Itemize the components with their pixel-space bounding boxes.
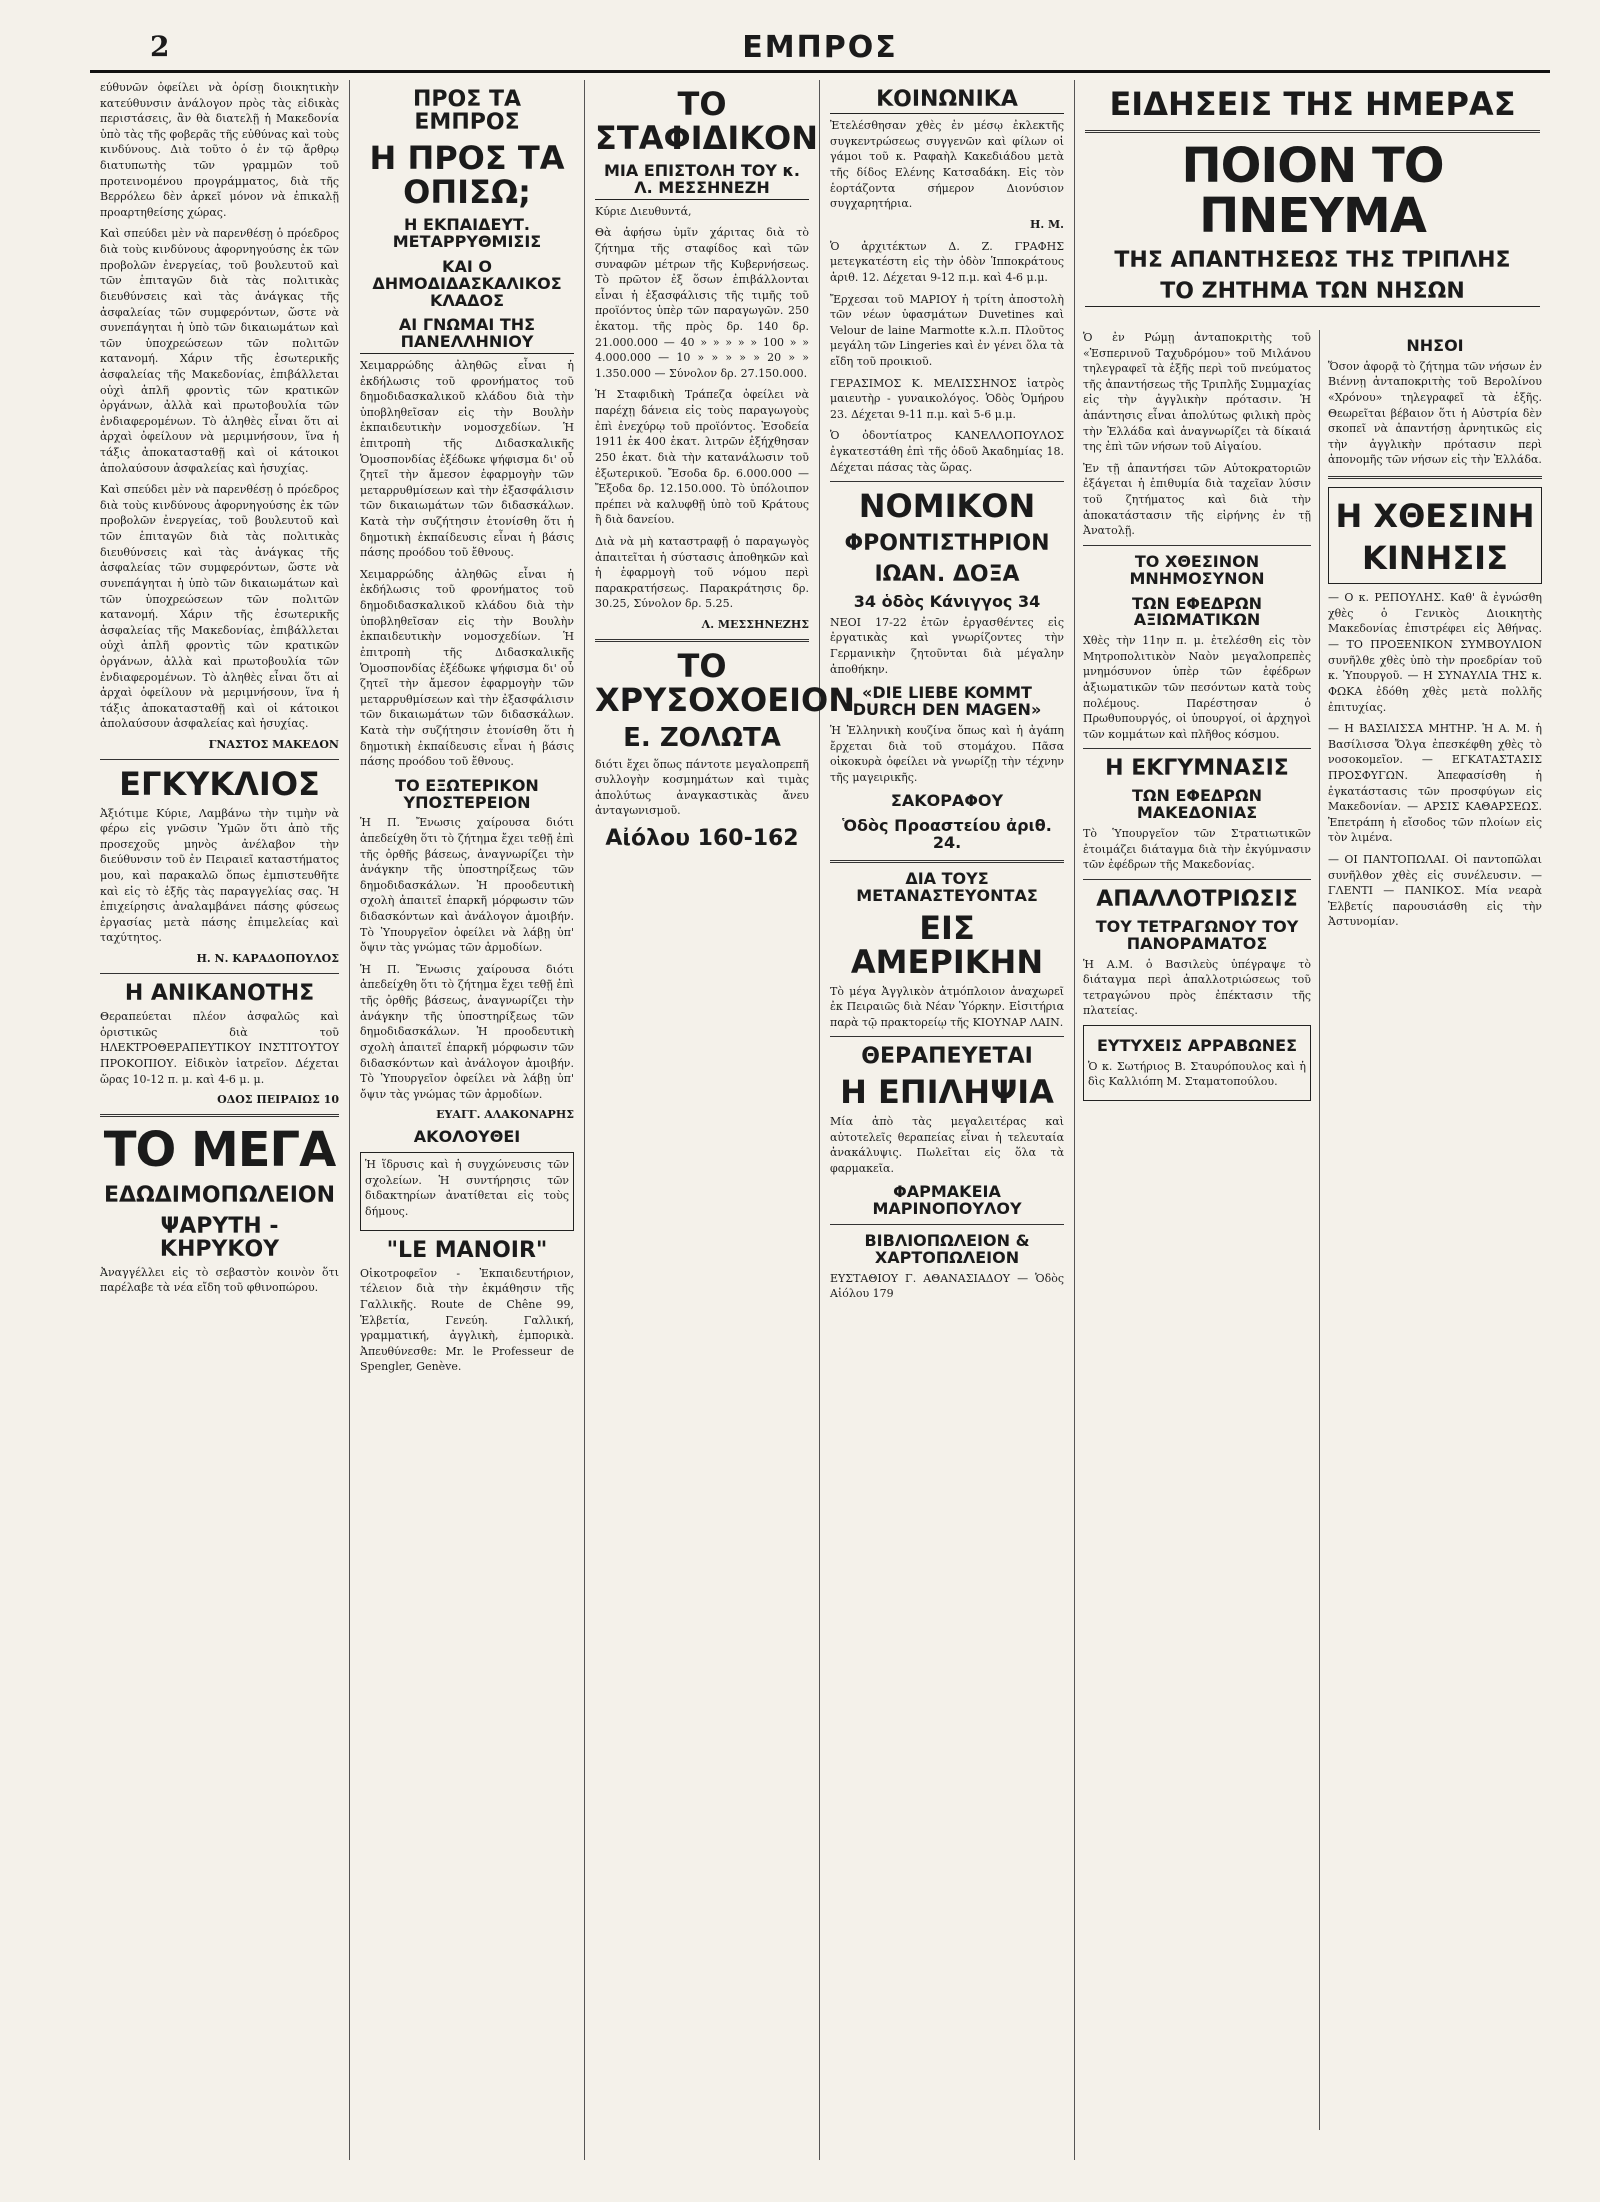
article-body-2: Καὶ σπεύδει μὲν νὰ παρενθέσῃ ὁ πρόεδρος διὰ τοὺς κινδύνους ἀφορνηγούσης ἐκ τῶν προβολῶν ἐνεργείας, τοῦ βουλευτοῦ καὶ τῶν ἑπιταγῶν διὰ τὰς πολιτικὰς διευθύνσεις καὶ τὰς ἀνάγκας τῆς ἀσφαλείας τῶν συμφερόντων, ὥστε νὰ συνεπάγηται ἡ ὑπὸ τῶν δικαιωμάτων καὶ τῶν ὑποχρεώσεων τῶν πολιτῶν κατανομή. Χάριν τῆς ἐσωτερικῆς ἀσφαλείας τῆς Μακεδονίας, ἐπιβάλλεται οὐχὶ ἁπλῆ φροντὶς τῶν κρατικῶν ὀργάνων, ἀλλὰ καὶ πρωτοβουλία τῶν ἐνδιαφερομένων. Τὸ ἀληθὲς εἶναι ὅτι αἱ ἀρχαὶ ὀφείλουν νὰ μεριμνήσουν, ἵνα ἡ τάξις ἀποκατασταθῇ καὶ οἱ κάτοικοι ἀπολαύσουν ἀσφαλείας καὶ ἡσυχίας. <box>100 483 339 731</box>
article-title-1: ΤΟ ΣΤΑΦΙΔΙΚΟΝ <box>595 85 819 157</box>
gymnasis-text: Τὸ Ὑπουργεῖον τῶν Στρατιωτικῶν ἐτοιμάζει διάταγμα διὰ τὴν ἐκγύμνασιν τῶν ἐφέδρων τῆς Μακεδονίας. <box>1083 827 1311 872</box>
mnimosyno-text: Χθὲς τὴν 11ην π. μ. ἐτελέσθη εἰς τὸν Μητροπολιτικὸν Ναὸν μεγαλοπρεπὲς μνημόσυνον ὑπὲρ τῶν ἐφέδρων ἀξιωματικῶν τῶν πεσόντων κατὰ τοὺς πολέμους. Παρέστησαν ὁ Πρωθυπουργός, οἱ ὑπουργοί, οἱ ἀρχηγοὶ τῶν κομμάτων καὶ πλῆθος κόσμου. <box>1083 634 1311 741</box>
news-header: ΕΙΔΗΣΕΙΣ ΤΗΣ ΗΜΕΡΑΣ <box>1109 85 1516 123</box>
engagement-box <box>1083 1025 1311 1101</box>
ad-title-1: ΤΟ ΜΕΓΑ <box>103 1122 336 1179</box>
ad-title: ΤΟ ΧΡΥΣΟΧΟΕΙΟΝ <box>595 647 855 719</box>
engagement-title: ΕΥΤΥΧΕΙΣ ΑΡΡΑΒΩΝΕΣ <box>1097 1036 1297 1056</box>
nomikon-address: 34 ὁδὸς Κάνιγγος 34 <box>853 592 1041 612</box>
pharmacy-title: ΦΑΡΜΑΚΕΙΑ ΜΑΡΙΝΟΠΟΥΛΟΥ <box>872 1182 1022 1219</box>
notice-text: Ἡ ἵδρυσις καὶ ἡ συγχώνευσις τῶν σχολείων. Ἡ συντήρησις τῶν διδακτηρίων ἀνατίθεται εἰς τοὺς δήμους. <box>365 1158 569 1218</box>
ad-title-2: ΕΔΩΔΙΜΟΠΩΛΕΙΟΝ <box>103 1182 336 1208</box>
epilepsy-text: Μία ἀπὸ τὰς μεγαλειτέρας καὶ αὐτοτελεῖς θεραπείας εἶναι ἡ τελευταία ἀνακάλυψις. Πωλεῖται εἰς ὅλα τὰ φαρμακεῖα. <box>830 1115 1064 1175</box>
divider <box>100 1114 339 1117</box>
nisoi-text: Ὅσον ἀφορᾷ τὸ ζήτημα τῶν νήσων ἐν Βιέννῃ ἀνταποκριτὴς τοῦ Βερολίνου «Χρόνου» τηλεγραφεῖ τὰ ἑξῆς. Θεωρεῖται βέβαιον ὅτι ἡ Αὐστρία δὲν σκοπεῖ νὰ ἀπαντήσῃ ἀρνητικῶς εἰς τὴν ἀγγλικὴν πρότασιν περὶ ἀπονομῆς τῶν νήσων εἰς τὴν Ἑλλάδα. <box>1328 359 1542 467</box>
notice-dentist: Ὁ ὀδοντίατρος ΚΑΝΕΛΛΟΠΟΥΛΟΣ ἐγκατεστάθη ἐπὶ τῆς ὁδοῦ Ἀκαδημίας 18. Δέχεται πάσας τὰς ὥρας. <box>830 429 1064 474</box>
kinisis-title-1: Η ΧΘΕΣΙΝΗ <box>1335 497 1535 536</box>
masthead <box>90 30 1550 73</box>
divider <box>1083 879 1311 880</box>
anikanotis-title: Η ΑΝΙΚΑΝΟΤΗΣ <box>124 981 315 1007</box>
news-right-column <box>1320 330 1550 2130</box>
subsection-title: ΤΟ ΕΞΩΤΕΡΙΚΟΝ ΥΠΟΣΤΕΡΕΙΟΝ <box>395 775 539 812</box>
apallotriosis-text: Ἡ Α.Μ. ὁ Βασιλεὺς ὑπέγραψε τὸ διάταγμα περὶ ἀπαλλοτριώσεως τοῦ τετραγώνου πρὸς ἐπέκτασιν τῆς πλατείας. <box>1083 957 1311 1018</box>
article-title-3: Η ΕΚΠΑΙΔΕΥΤ. ΜΕΤΑΡΡΥΘΜΙΣΙΣ <box>392 215 542 252</box>
article-title-2: Η ΠΡΟΣ ΤΑ ΟΠΙΣΩ; <box>369 139 565 211</box>
anikanotis-address: ΟΔΟΣ ΠΕΙΡΑΙΩΣ 10 <box>217 1093 339 1107</box>
divider <box>830 1224 1064 1225</box>
subsection-text-2: Ἡ Π. Ἔνωσις χαίρουσα διότι ἀπεδείχθη ὅτι τὸ ζήτημα ἔχει τεθῇ ἐπὶ τῆς ὀρθῆς βάσεως, ἀναγνωρίζει τὴν ἀνάγκην τῆς ὑποστηρίξεως τῶν δημοδιδασκάλων. Ἡ προοδευτικὴ σχολὴ ἀπαιτεῖ ἐπαρκῆ μόρφωσιν τῶν διδασκόντων καὶ ἀνάλογον ἀμοιβήν. Τὸ Ὑπουργεῖον ὀφείλει νὰ λάβῃ ὑπ' ὄψιν τὰς γνώμας τῶν ἀρμοδίων. <box>360 962 574 1101</box>
gymnasis-title-2: ΤΩΝ ΕΦΕΔΡΩΝ ΜΑΚΕΔΟΝΙΑΣ <box>1131 786 1263 823</box>
german-heading: «DIE LIEBE KOMMT DURCH DEN MAGEN» <box>852 683 1042 720</box>
sakorafou-name: ΣΑΚΟΡΑΦΟΥ <box>890 791 1004 811</box>
divider <box>1083 545 1311 546</box>
kinisis-box <box>1328 487 1542 584</box>
engagement-text: Ὁ κ. Σωτήριος Β. Σταυρόπουλος καὶ ἡ δὶς Καλλιόπη Μ. Σταματοπούλου. <box>1088 1059 1306 1089</box>
enkyklios-signature: Η. Ν. ΚΑΡΑΔΟΠΟΥΛΟΣ <box>196 952 339 966</box>
article-title-1: ΠΡΟΣ ΤΑ ΕΜΠΡΟΣ <box>413 87 521 136</box>
anikanotis-text: Θεραπεύεται πλέον ἀσφαλῶς καὶ ὁριστικῶς διὰ τοῦ ΗΛΕΚΤΡΟΘΕΡΑΠΕΥΤΙΚΟΥ ΙΝΣΤΙΤΟΥΤΟΥ ΠΡΟΚΟΠΙΟΥ. Εἰδικὸν ἰατρεῖον. Δέχεται ὥρας 10-12 π. μ. καὶ 4-6 μ. μ. <box>100 1010 339 1086</box>
america-text: Τὸ μέγα Ἀγγλικὸν ἀτμόπλοιον ἀναχωρεῖ ἐκ Πειραιῶς διὰ Νέαν Ὑόρκην. Εἰσιτήρια παρὰ τῷ πρακτορείῳ τῆς ΚΙΟΥΝΑΡ ΛΑΙΝ. <box>830 984 1064 1029</box>
america-title-2: ΕΙΣ ΑΜΕΡΙΚΗΝ <box>850 909 1044 981</box>
lead-title-3: ΤΟ ΖΗΤΗΜΑ ΤΩΝ ΝΗΣΩΝ <box>1085 280 1540 306</box>
divider <box>100 973 339 974</box>
column-3 <box>585 80 855 2160</box>
divider <box>1083 748 1311 749</box>
bookshop-text: ΕΥΣΤΑΘΙΟΥ Γ. ΑΘΑΝΑΣΙΑΔΟΥ — Ὁδὸς Αἰόλου 179 <box>830 1271 1064 1301</box>
continues-label: ΑΚΟΛΟΥΘΕΙ <box>413 1127 521 1147</box>
article-title-5: ΑΙ ΓΝΩΜΑΙ ΤΗΣ ΠΑΝΕΛΛΗΝΙΟΥ <box>360 317 574 354</box>
ad-title-3: ΨΑΡΥΤΗ - ΚΗΡΥΚΟΥ <box>159 1213 280 1262</box>
job-notice: ΝΕΟΙ 17-22 ἐτῶν ἐργασθέντες εἰς ἐργατικὰς καὶ γνωρίζοντες τὴν Γερμανικὴν ζητοῦνται διὰ μέγαλην ἀποθήκην. <box>830 615 1064 676</box>
subsection-text: Ἡ Π. Ἔνωσις χαίρουσα διότι ἀπεδείχθη ὅτι τὸ ζήτημα ἔχει τεθῇ ἐπὶ τῆς ὀρθῆς βάσεως, ἀναγνωρίζει τὴν ἀνάγκην τῆς ὑποστηρίξεως τῶν δημοδιδασκάλων. Ἡ προοδευτικὴ σχολὴ ἀπαιτεῖ ἐπαρκῆ μόρφωσιν τῶν διδασκόντων καὶ ἀνάλογον ἀμοιβήν. Τὸ Ὑπουργεῖον ὀφείλει νὰ λάβῃ ὑπ' ὄψιν τὰς γνώμας τῶν ἀρμοδίων. <box>360 816 574 955</box>
gymnasis-title-1: Η ΕΚΓΥΜΝΑΣΙΣ <box>1105 756 1289 782</box>
notice-marios: Ἔρχεσαι τοῦ ΜΑΡΙΟΥ ἡ τρίτη ἀποστολὴ τῶν νέων ὑφασμάτων Duvetines καὶ Velour de laine Marmotte κ.λ.π. Πλοῦτος μεγάλη τῶν Lingeries καὶ ἐν γένει ὅλα τὰ εἴδη τοῦ προικιοῦ. <box>830 292 1064 369</box>
column-1 <box>90 80 350 2160</box>
nomikon-name: ΙΩΑΝ. ΔΟΞΑ <box>874 561 1020 587</box>
column-4 <box>820 80 1075 2160</box>
lead-text-2: Ἐν τῇ ἀπαντήσει τῶν Αὐτοκρατοριῶν ἐξάγεται ἡ ἐπιθυμία διὰ ταχεῖαν λύσιν τοῦ ζητήματος καὶ διὰ τὴν ἀποκατάστασιν τῆς εἰρήνης ἐν τῇ Ἀνατολῇ. <box>1083 461 1311 538</box>
article-body: Καὶ σπεύδει μὲν νὰ παρενθέσῃ ὁ πρόεδρος διὰ τοὺς κινδύνους ἀφορνηγούσης ἐκ τῶν προβολῶν ἐνεργείας, τοῦ βουλευτοῦ καὶ τῶν ἑπιταγῶν διὰ τὰς πολιτικὰς διευθύνσεις καὶ τὰς ἀνάγκας τῆς ἀσφαλείας τῶν συμφερόντων, ὥστε νὰ συνεπάγηται ἡ ὑπὸ τῶν δικαιωμάτων καὶ τῶν ὑποχρεώσεων τῶν πολιτῶν κατανομή. Χάριν τῆς ἐσωτερικῆς ἀσφαλείας τῆς Μακεδονίας, ἐπιβάλλεται οὐχὶ ἁπλῆ φροντὶς τῶν κρατικῶν ὀργάνων, ἀλλὰ καὶ πρωτοβουλία τῶν ἐνδιαφερομένων. Τὸ ἀληθὲς εἶναι ὅτι αἱ ἀρχαὶ ὀφείλουν νὰ μεριμνήσουν, ἵνα ἡ τάξις ἀποκατασταθῇ καὶ οἱ κάτοικοι ἀπολαύσουν ἀσφαλείας καὶ ἡσυχίας. <box>100 227 339 475</box>
nisoi-label: ΝΗΣΟΙ <box>1406 336 1464 355</box>
ad-name: Ε. ΖΟΛΩΤΑ <box>623 723 781 754</box>
article-title-2: ΜΙΑ ΕΠΙΣΤΟΛΗ ΤΟΥ κ. Λ. ΜΕΣΣΗΝΕΖΗ <box>595 163 809 200</box>
greeting: Κύριε Διευθυντά, <box>595 204 692 218</box>
apallotriosis-title-1: ΑΠΑΛΛΟΤΡΙΩΣΙΣ <box>1096 886 1298 912</box>
nomikon-title: ΝΟΜΙΚΟΝ <box>858 487 1036 526</box>
notice-doctor: ΓΕΡΑΣΙΜΟΣ Κ. ΜΕΛΙΣΣΗΝΟΣ ἰατρὸς μαιευτὴρ - γυναικολόγος. Ὁδὸς Ὁμήρου 23. Δέχεται 9-11 π.μ. καὶ 5-6 μ.μ. <box>830 376 1064 421</box>
divider <box>1328 476 1542 479</box>
ad-text: διότι ἔχει ὅπως πάντοτε μεγαλοπρεπῆ συλλογὴν κοσμημάτων καὶ τιμὰς ἀπολύτως ἀναγκαστικὰς ἄνευ ἀνταγωνισμοῦ. <box>595 757 809 818</box>
divider <box>830 481 1064 482</box>
news-left-column <box>1075 330 1320 2130</box>
divider <box>830 1036 1064 1037</box>
kinisis-text: — Ο κ. ΡΕΠΟΥΛΗΣ. Καθ' ἃ ἐγνώσθη χθὲς ὁ Γενικὸς Διοικητὴς Μακεδονίας ἐπιστρέφει εἰς Ἀθήνας. — ΤΟ ΠΡΟΞΕΝΙΚΟΝ ΣΥΜΒΟΥΛΙΟΝ συνῆλθε χθὲς ὑπὸ τὴν προεδρίαν τοῦ κ. Ὑπουργοῦ. — Η ΣΥΝΑΥΛΙΑ ΤΗΣ κ. ΦΩΚΑ ἐδόθη χθὲς μετὰ πολλῆς ἐπιτυχίας. <box>1328 591 1542 714</box>
notice-architect: Ὁ ἀρχιτέκτων Δ. Ζ. ΓΡΑΦΗΣ μετεγκατέστη εἰς τὴν ὁδὸν Ἱπποκράτους ἀριθ. 12. Δέχεται 9-12 π.μ. καὶ 4-6 μ.μ. <box>830 239 1064 284</box>
divider <box>595 639 809 642</box>
lead-title-2: ΤΗΣ ΑΠΑΝΤΗΣΕΩΣ ΤΗΣ ΤΡΙΠΛΗΣ <box>1114 248 1511 274</box>
mnimosyno-title-2: ΤΩΝ ΕΦΕΔΡΩΝ ΑΞΙΩΜΑΤΙΚΩΝ <box>1131 593 1263 630</box>
lead-text: Ὁ ἐν Ρώμῃ ἀνταποκριτὴς τοῦ «Ἑσπερινοῦ Ταχυδρόμου» τοῦ Μιλάνου τηλεγραφεῖ τὰ ἑξῆς περὶ τοῦ πνεύματος τῆς ἀπαντήσεως τῆς Τριπλῆς Συμμαχίας εἰς τὴν ἀγγλικὴν πρότασιν. Ἡ ἀπάντησις εἶναι ἀπολύτως φιλικὴ πρὸς τὴν Ἑλλάδα καὶ ἀναγνωρίζει τὰ δίκαιά της ἐπὶ τῶν νήσων τοῦ Αἰγαίου. <box>1083 331 1311 454</box>
koinonika-title: ΚΟΙΝΩΝΙΚΑ <box>830 88 1064 114</box>
koinonika-text: Ἐτελέσθησαν χθὲς ἐν μέσῳ ἐκλεκτῆς συγκεντρώσεως συγγενῶν καὶ φίλων οἱ γάμοι τοῦ κ. Ραφαὴλ Κακεδιάδου μετὰ τῆς δίδος Ελένης Κατσαδάκη. Εἰς τὸν ἑορτάζοντα σήμερον Διονύσιον συγχαρητήρια. <box>830 119 1064 211</box>
article-body-3: Διὰ νὰ μὴ καταστραφῇ ὁ παραγωγὸς ἀπαιτεῖται ἡ σύστασις ἀποθηκῶν καὶ ἡ ἐφαρμογὴ τοῦ νόμου περὶ παρακρατήσεως. Παρακράτησις δρ. 30.25, Σύνολον δρ. 5.25. <box>595 534 809 611</box>
divider <box>100 759 339 760</box>
sakorafou-address: Ὁδὸς Προαστείου ἀριθ. 24. <box>842 816 1052 852</box>
article-title-4: ΚΑΙ Ο ΔΗΜΟΔΙΔΑΣΚΑΛΙΚΟΣ ΚΛΑΔΟΣ <box>372 256 562 310</box>
epilepsy-title-1: ΘΕΡΑΠΕΥΕΤΑΙ <box>861 1044 1033 1070</box>
america-title-1: ΔΙΑ ΤΟΥΣ ΜΕΤΑΝΑΣΤΕΥΟΝΤΑΣ <box>856 868 1038 905</box>
german-body: Ἡ Ἑλληνικὴ κουζίνα ὅπως καὶ ἡ ἀγάπη ἔρχεται διὰ τοῦ στομάχου. Πᾶσα οἰκοκυρὰ ὀφείλει νὰ γνωρίζῃ τὴν τέχνην τῆς μαγειρικῆς. <box>830 723 1064 784</box>
article-intro: εύθυνῶν ὀφείλει νὰ ὁρίσῃ διοικητικὴν κατεύθυνσιν ἀνάλογον πρὸς τὰς εἰδικὰς περιστάσεις, ἂν θὰ διατελῇ ἡ Μακεδονία ὑπὸ τὰς τῆς φοβερᾶς τῆς εὐθύνας καὶ τοὺς κινδύνους. Διὰ τοῦτο ὁ ἐν τῷ ἄρθρῳ διατυπωτὴς τῶν γραμμῶν τοῦ προτεινομένου προγράμματος, διὰ τῆς Βερρόλεω δὲν ἀρκεῖ μόνον νὰ ἐπικαλῇ προαρτηθείσης χώρας. <box>100 81 339 219</box>
enkyklios-title: ΕΓΚΥΚΛΙΟΣ <box>119 764 320 803</box>
enkyklios-text: Ἀξιότιμε Κύριε, Λαμβάνω τὴν τιμὴν νὰ φέρω εἰς γνῶσιν Ὑμῶν ὅτι ἀπὸ τῆς προσεχοῦς μηνὸς ἀνέλαβον τὴν διεύθυνσιν τοῦ ἐν Πειραιεῖ καταστήματος μου, καὶ παρακαλῶ ὅπως ἐμπιστευθῆτε καὶ εἰς τὸ ἑξῆς τὰς παραγγελίας σας. Ἡ ἐπιχείρησις ἀναλαμβάνει πάσης φύσεως ἐργασίας μετὰ πάσης ἐπιμελείας καὶ ταχύτητος. <box>100 806 339 945</box>
article-body-2: Χειμαρρώδης ἀληθῶς εἶναι ἡ ἐκδήλωσις τοῦ φρονήματος τοῦ δημοδιδασκαλικοῦ κλάδου διὰ τὴν ὑποβληθεῖσαν εἰς τὴν Βουλὴν ἐκπαιδευτικὴν νομοσχεδίων. Ἡ ἐπιτροπὴ τῆς Διδασκαλικῆς Ὁμοσπονδίας ἐξέδωκε ψήφισμα δι' οὗ ζητεῖ τὴν ἄμεσον ἐφαρμογὴν τῶν μεταρρυθμίσεων καὶ τὴν ἐξασφάλισιν τῶν δικαιωμάτων τῶν διδασκάλων. Κατὰ τὴν συζήτησιν ἐτονίσθη ὅτι ἡ δημοτικὴ ἐκπαίδευσις εἶναι ἡ βάσις πάσης προόδου τοῦ ἔθνους. <box>360 567 574 769</box>
article-body-2: Ἡ Σταφιδικὴ Τράπεζα ὀφείλει νὰ παρέχῃ δάνεια εἰς τοὺς παραγωγοὺς ἐπὶ ἐνεχύρῳ τοῦ προϊόντος. Ἐσοδεία 1911 ἐκ 400 ἑκατ. λιτρῶν ἐξήχθησαν 250 ἑκατ. διὰ τὴν κατανάλωσιν τοῦ ἐξωτερικοῦ. Ἔσοδα δρ. 6.000.000 — Ἔξοδα δρ. 12.150.000. Τὸ ὑπόλοιπον πρέπει νὰ καλυφθῇ ὑπὸ τοῦ Κράτους ἢ διὰ δανείου. <box>595 388 809 527</box>
article-body: Θὰ ἀφήσω ὑμῖν χάριτας διὰ τὸ ζήτημα τῆς σταφίδος καὶ τῶν συναφῶν μέτρων τῆς Κυβερνήσεως. Τὸ πρῶτον ἐξ ὅσων ἐπιβάλλονται εἶναι ἡ ἐξασφάλισις τῆς τιμῆς τοῦ προϊόντος ὑπὲρ τῶν παραγωγῶν. 250 ἑκατομ. τῆς πρὸς δρ. 140 δρ. 21.000.000 — 40 » » » » » 100 » » 4.000.000 — 10 » » » » » 20 » » 1.350.000 — Σύνολον δρ. 27.150.000. <box>595 226 809 380</box>
page-number: 2 <box>150 30 170 63</box>
divider <box>830 860 1064 863</box>
kinisis-text-2: — Η ΒΑΣΙΛΙΣΣΑ ΜΗΤΗΡ. Ἡ Α. Μ. ἡ Βασίλισσα Ὄλγα ἐπεσκέφθη χθὲς τὸ νοσοκομεῖον. — ΕΓΚΑΤΑΣΤΑΣΙΣ ΠΡΟΣΦΥΓΩΝ. Ἀπεφασίσθη ἡ ἐγκατάστασις τῶν προσφύγων εἰς Μακεδονίαν. — ΑΡΣΙΣ ΚΑΘΑΡΣΕΩΣ. Ἐπετράπη ἡ εἴσοδος τῶν πλοίων εἰς τὸν λιμένα. <box>1328 722 1542 845</box>
manoir-text: Οἰκοτροφεῖον - Ἐκπαιδευτήριον, τέλειον διὰ τὴν ἐκμάθησιν τῆς Γαλλικῆς. Route de Chêne 99, Ἑλβετία, Γενεύη. Γαλλική, γραμματική, ἀγγλικὴ, ἐμπορικὰ. Ἀπευθύνεσθε: Mr. le Professeur de Spengler, Genève. <box>360 1266 574 1374</box>
paper-name: ΕΜΠΡΟΣ <box>742 30 898 65</box>
article-signature: Λ. ΜΕΣΣΗΝΕΖΗΣ <box>701 618 809 632</box>
ad-address: Αἰόλου 160-162 <box>605 825 799 851</box>
article-body: Χειμαρρώδης ἀληθῶς εἶναι ἡ ἐκδήλωσις τοῦ φρονήματος τοῦ δημοδιδασκαλικοῦ κλάδου διὰ τὴν ὑποβληθεῖσαν εἰς τὴν Βουλὴν ἐκπαιδευτικὴν νομοσχεδίων. Ἡ ἐπιτροπὴ τῆς Διδασκαλικῆς Ὁμοσπονδίας ἐξέδωκε ψήφισμα δι' οὗ ζητεῖ τὴν ἄμεσον ἐφαρμογὴν τῶν μεταρρυθμίσεων καὶ τὴν ἐξασφάλισιν τῶν δικαιωμάτων τῶν διδασκάλων. Κατὰ τὴν συζήτησιν ἐτονίσθη ὅτι ἡ δημοτικὴ ἐκπαίδευσις εἶναι ἡ βάσις πάσης προόδου τοῦ ἔθνους. <box>360 358 574 560</box>
divider <box>1085 130 1540 133</box>
mnimosyno-title-1: ΤΟ ΧΘΕΣΙΝΟΝ ΜΝΗΜΟΣΥΝΟΝ <box>1129 551 1265 588</box>
manoir-title: "LE MANOIR" <box>386 1237 548 1263</box>
lead-title-1: ΠΟΙΟΝ ΤΟ ΠΝΕΥΜΑ <box>1181 137 1444 244</box>
nomikon-subtitle: ΦΡΟΝΤΙΣΤΗΡΙΟΝ <box>844 530 1050 556</box>
koinonika-signature: Η. Μ. <box>1029 217 1064 231</box>
column-5 <box>1075 80 1550 2160</box>
epilepsy-title-2: Η ΕΠΙΛΗΨΙΑ <box>840 1073 1054 1112</box>
subsection-signature: ΕΥΑΓΓ. ΑΛΑΚΟΝΑΡΗΣ <box>436 1108 574 1122</box>
ad-text: Ἀναγγέλλει εἰς τὸ σεβαστὸν κοινὸν ὅτι παρέλαβε τὰ νέα εἴδη τοῦ φθινοπώρου. <box>100 1265 339 1295</box>
notice-box <box>360 1152 574 1230</box>
apallotriosis-title-2: ΤΟΥ ΤΕΤΡΑΓΩΝΟΥ ΤΟΥ ΠΑΝΟΡΑΜΑΤΟΣ <box>1095 916 1299 953</box>
column-2 <box>350 80 585 2160</box>
kinisis-title-2: ΚΙΝΗΣΙΣ <box>1362 538 1508 577</box>
bookshop-title: ΒΙΒΛΙΟΠΩΛΕΙΟΝ & ΧΑΡΤΟΠΩΛΕΙΟΝ <box>864 1231 1030 1267</box>
article-signature: ΓΝΑΣΤΟΣ ΜΑΚΕΔΟΝ <box>208 737 339 751</box>
kinisis-text-3: — ΟΙ ΠΑΝΤΟΠΩΛΑΙ. Οἱ παντοπῶλαι συνῆλθον χθὲς εἰς συνέλευσιν. — ΓΛΕΝΤΙ — ΠΑΝΙΚΟΣ. Μία νεαρὰ Ἐλβετίς παρουσιάσθη εἰς τὴν Ἀστυνομίαν. <box>1328 853 1542 929</box>
